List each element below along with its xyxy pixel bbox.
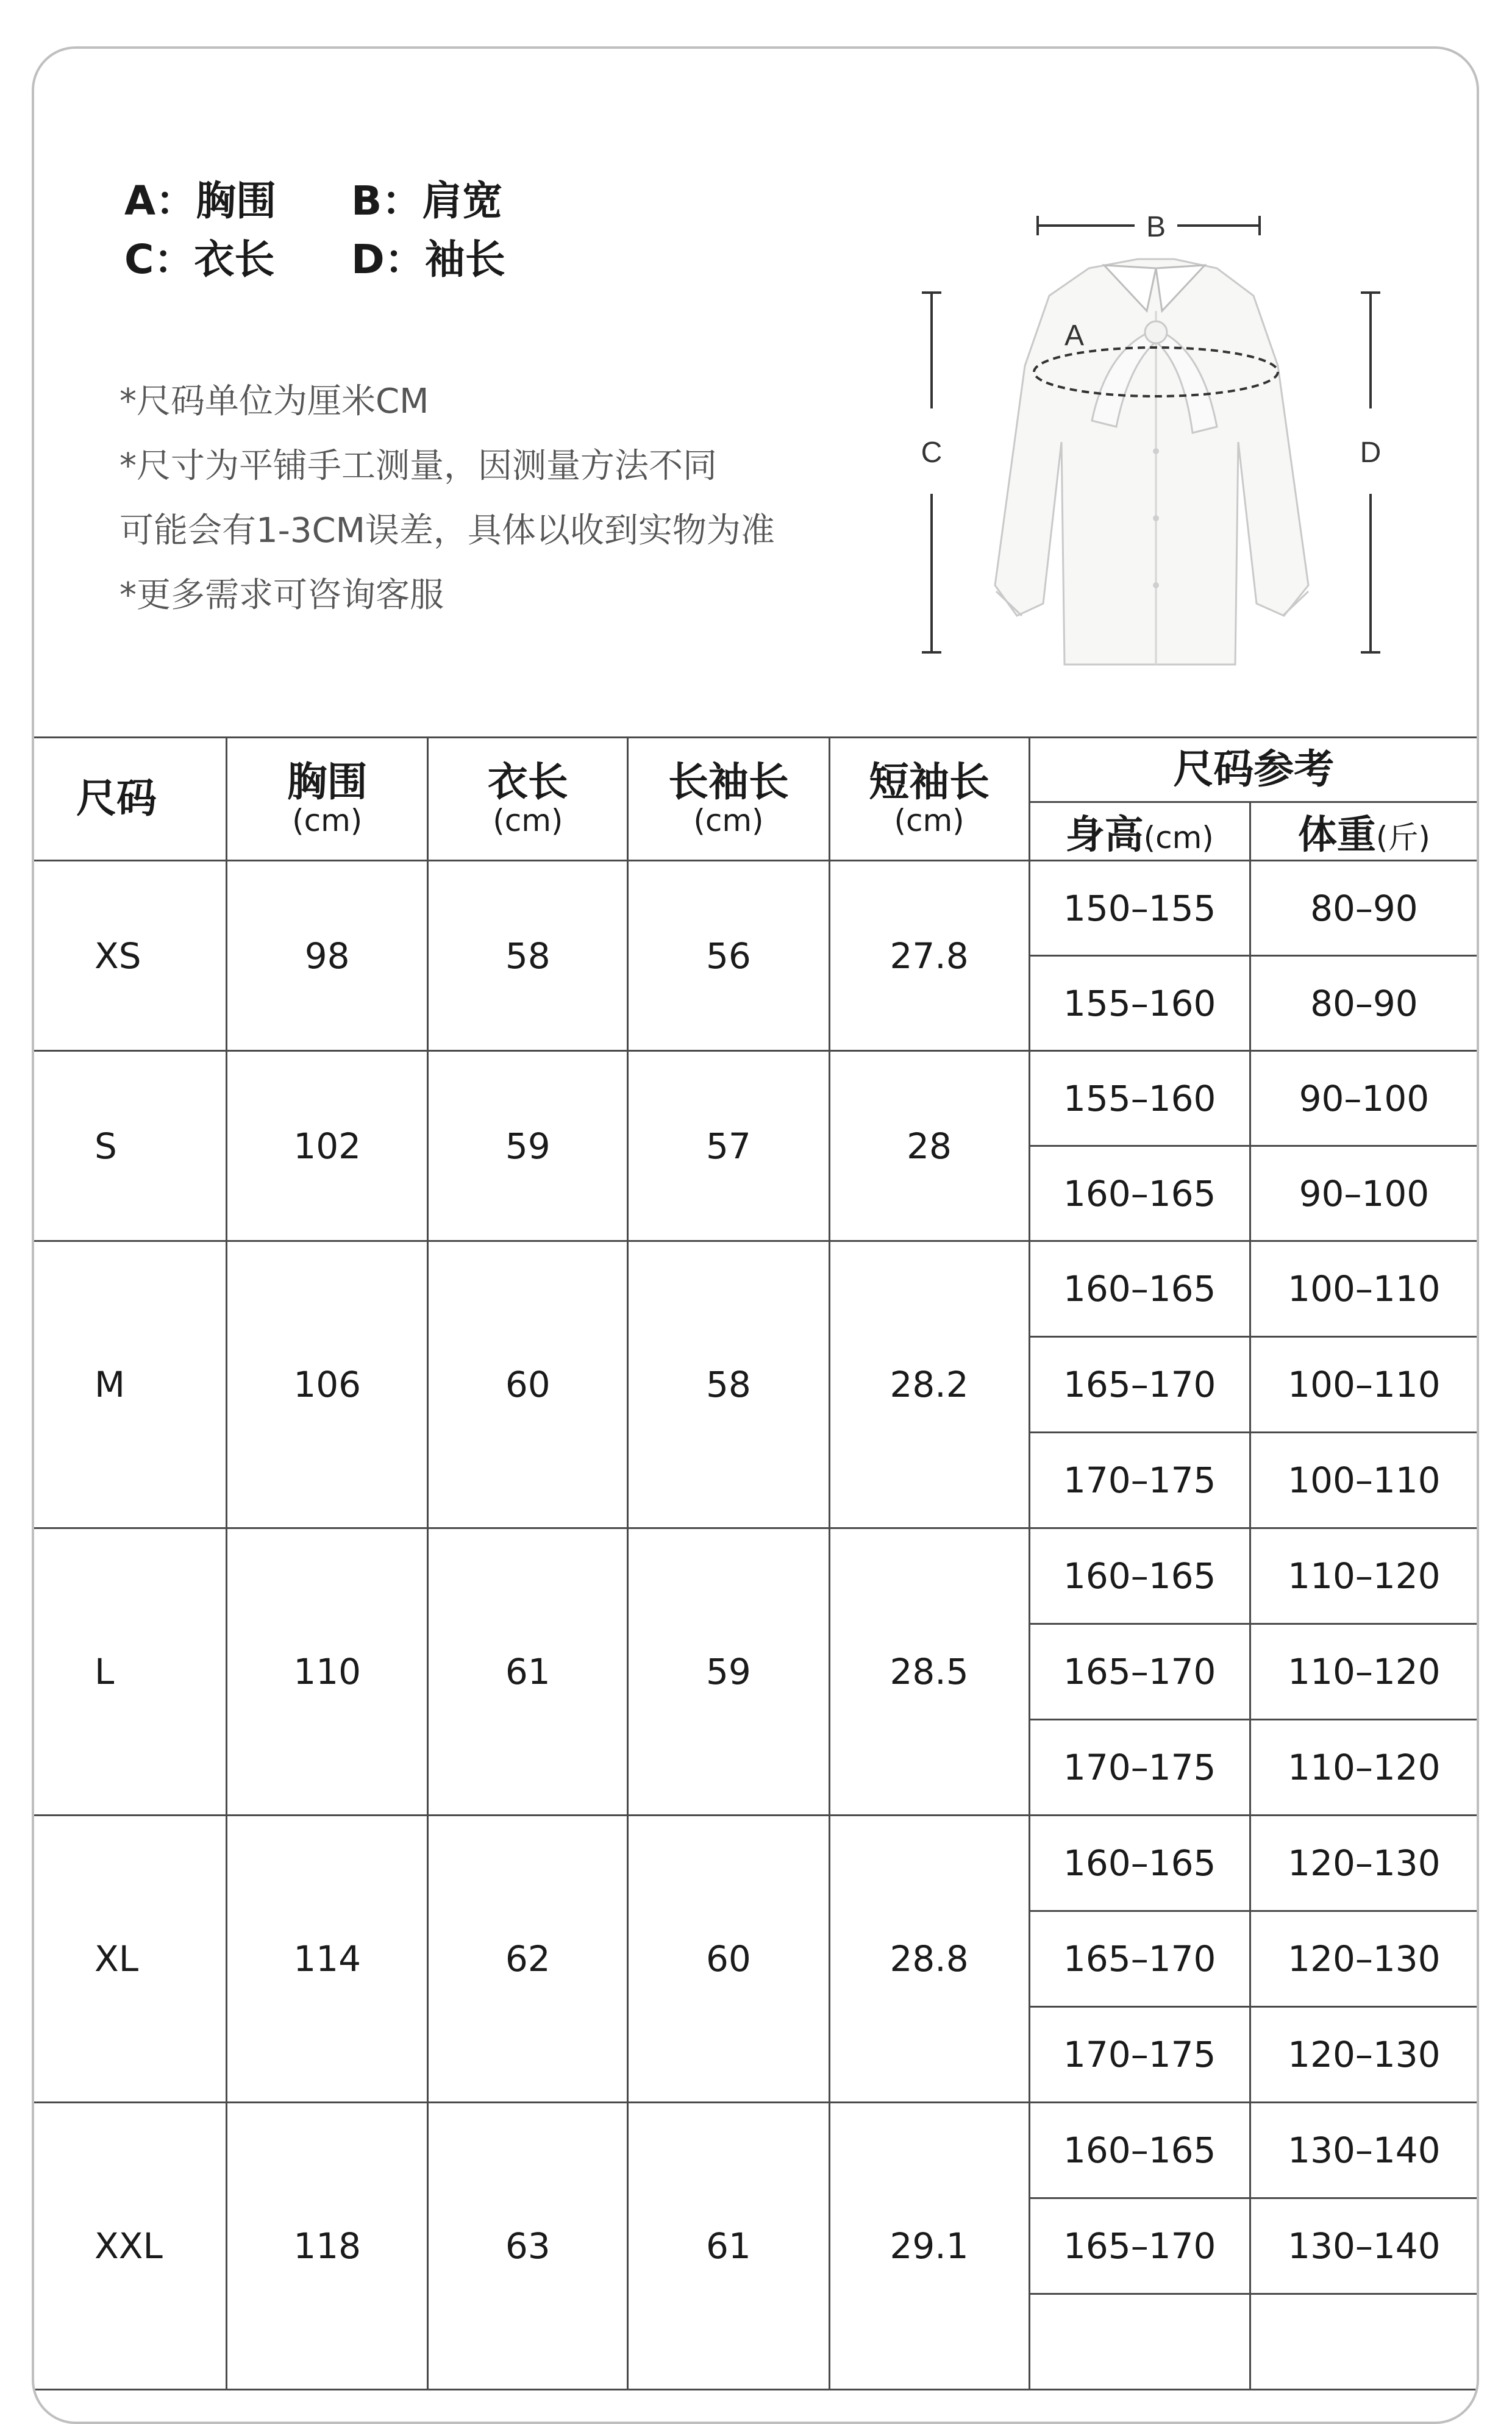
shoulder-dimension-line bbox=[1038, 211, 1260, 243]
cell-length: 62 bbox=[428, 1816, 628, 2103]
cell-short-sleeve: 28.8 bbox=[829, 1816, 1029, 2103]
legend-d: D：袖长 bbox=[351, 236, 505, 283]
header-long-sleeve-unit: (cm) bbox=[693, 803, 764, 839]
cell-weight: 100–110 bbox=[1250, 1337, 1478, 1433]
shirt-illustration bbox=[995, 259, 1308, 665]
cell-height: 155–160 bbox=[1029, 956, 1250, 1051]
header-long-sleeve-label: 长袖长 bbox=[668, 758, 789, 805]
table-row bbox=[33, 2103, 1478, 2198]
cell-length: 58 bbox=[428, 861, 628, 1051]
cell-short-sleeve: 27.8 bbox=[829, 861, 1029, 1051]
sleeve-dimension-line bbox=[1360, 293, 1382, 652]
note-service: *更多需求可咨询客服 bbox=[119, 576, 444, 615]
header-long-sleeve bbox=[628, 738, 829, 861]
header-length-unit: (cm) bbox=[493, 803, 563, 839]
cell-height: 160–165 bbox=[1029, 1146, 1250, 1241]
cell-size: S bbox=[33, 1051, 227, 1241]
cell-bust: 106 bbox=[227, 1241, 428, 1528]
table-row bbox=[33, 1051, 1478, 1146]
note-error: 可能会有1-3CM误差，具体以收到实物为准 bbox=[119, 511, 775, 551]
cell-height: 170–175 bbox=[1029, 1720, 1250, 1816]
cell-height: 165–170 bbox=[1029, 1337, 1250, 1433]
cell-size: L bbox=[33, 1528, 227, 1816]
cell-short-sleeve: 28 bbox=[829, 1051, 1029, 1241]
cell-height: 160–165 bbox=[1029, 1241, 1250, 1337]
cell-short-sleeve: 29.1 bbox=[829, 2103, 1029, 2390]
header-bust bbox=[227, 738, 428, 861]
header-weight bbox=[1250, 802, 1478, 861]
cell-size: M bbox=[33, 1241, 227, 1528]
header-height-label: 身高 bbox=[1065, 812, 1144, 858]
cell-height: 160–165 bbox=[1029, 1528, 1250, 1624]
label-d: D bbox=[1360, 437, 1382, 469]
cell-weight: 80–90 bbox=[1250, 956, 1478, 1051]
cell-length: 61 bbox=[428, 1528, 628, 1816]
cell-height: 165–170 bbox=[1029, 1624, 1250, 1720]
legend-a: A：胸围 bbox=[124, 177, 277, 224]
cell-weight: 110–120 bbox=[1250, 1528, 1478, 1624]
header-weight-label: 体重 bbox=[1297, 812, 1376, 858]
cell-bust: 110 bbox=[227, 1528, 428, 1816]
size-table bbox=[32, 736, 1479, 2390]
cell-long-sleeve: 61 bbox=[628, 2103, 829, 2390]
legend-b: B：肩宽 bbox=[351, 177, 503, 224]
cell-weight: 110–120 bbox=[1250, 1720, 1478, 1816]
cell-height: 170–175 bbox=[1029, 1433, 1250, 1528]
cell-height: 165–170 bbox=[1029, 2198, 1250, 2294]
label-b: B bbox=[1146, 211, 1166, 243]
cell-long-sleeve: 59 bbox=[628, 1528, 829, 1816]
cell-height: 150–155 bbox=[1029, 861, 1250, 956]
header-bust-unit: (cm) bbox=[292, 803, 363, 839]
header-reference: 尺码参考 bbox=[1029, 738, 1478, 802]
cell-bust: 98 bbox=[227, 861, 428, 1051]
shirt-measurement-diagram bbox=[888, 165, 1412, 701]
cell-height: 160–165 bbox=[1029, 1816, 1250, 1911]
cell-weight: 130–140 bbox=[1250, 2103, 1478, 2198]
cell-height: 165–170 bbox=[1029, 1911, 1250, 2007]
cell-long-sleeve: 57 bbox=[628, 1051, 829, 1241]
note-measure: *尺寸为平铺手工测量，因测量方法不同 bbox=[119, 446, 717, 486]
cell-weight: 120–130 bbox=[1250, 1911, 1478, 2007]
header-height bbox=[1029, 802, 1250, 861]
table-row bbox=[33, 1816, 1478, 1911]
cell-bust: 118 bbox=[227, 2103, 428, 2390]
cell-weight: 110–120 bbox=[1250, 1624, 1478, 1720]
cell-size: XL bbox=[33, 1816, 227, 2103]
table-row bbox=[33, 1241, 1478, 1337]
cell-bust: 102 bbox=[227, 1051, 428, 1241]
cell-height: 155–160 bbox=[1029, 1051, 1250, 1146]
legend-c: C：衣长 bbox=[124, 236, 275, 283]
cell-weight bbox=[1250, 2294, 1478, 2390]
cell-weight: 100–110 bbox=[1250, 1241, 1478, 1337]
cell-length: 63 bbox=[428, 2103, 628, 2390]
header-length-label: 衣长 bbox=[487, 758, 568, 805]
cell-height: 170–175 bbox=[1029, 2007, 1250, 2103]
cell-size: XXL bbox=[33, 2103, 227, 2390]
label-c: C bbox=[921, 437, 943, 469]
cell-long-sleeve: 56 bbox=[628, 861, 829, 1051]
header-height-unit: (cm) bbox=[1143, 819, 1214, 855]
header-bust-label: 胸围 bbox=[287, 758, 368, 805]
cell-weight: 120–130 bbox=[1250, 2007, 1478, 2103]
cell-size: XS bbox=[33, 861, 227, 1051]
cell-long-sleeve: 60 bbox=[628, 1816, 829, 2103]
table-row bbox=[33, 861, 1478, 956]
header-size: 尺码 bbox=[33, 738, 227, 861]
cell-length: 59 bbox=[428, 1051, 628, 1241]
cell-height bbox=[1029, 2294, 1250, 2390]
table-header-row bbox=[33, 738, 1478, 802]
length-dimension-line bbox=[921, 293, 943, 652]
cell-bust: 114 bbox=[227, 1816, 428, 2103]
cell-weight: 120–130 bbox=[1250, 1816, 1478, 1911]
size-chart-card bbox=[32, 46, 1479, 2424]
label-a: A bbox=[1064, 319, 1085, 352]
cell-weight: 90–100 bbox=[1250, 1146, 1478, 1241]
table-row bbox=[33, 1528, 1478, 1624]
note-unit: *尺码单位为厘米CM bbox=[119, 382, 429, 421]
cell-weight: 80–90 bbox=[1250, 861, 1478, 956]
cell-weight: 90–100 bbox=[1250, 1051, 1478, 1146]
cell-height: 160–165 bbox=[1029, 2103, 1250, 2198]
header-length bbox=[428, 738, 628, 861]
cell-short-sleeve: 28.2 bbox=[829, 1241, 1029, 1528]
header-short-sleeve bbox=[829, 738, 1029, 861]
cell-long-sleeve: 58 bbox=[628, 1241, 829, 1528]
cell-weight: 130–140 bbox=[1250, 2198, 1478, 2294]
header-weight-unit: (斤) bbox=[1375, 819, 1430, 855]
cell-weight: 100–110 bbox=[1250, 1433, 1478, 1528]
header-short-sleeve-unit: (cm) bbox=[894, 803, 965, 839]
header-short-sleeve-label: 短袖长 bbox=[869, 758, 990, 805]
cell-short-sleeve: 28.5 bbox=[829, 1528, 1029, 1816]
cell-length: 60 bbox=[428, 1241, 628, 1528]
